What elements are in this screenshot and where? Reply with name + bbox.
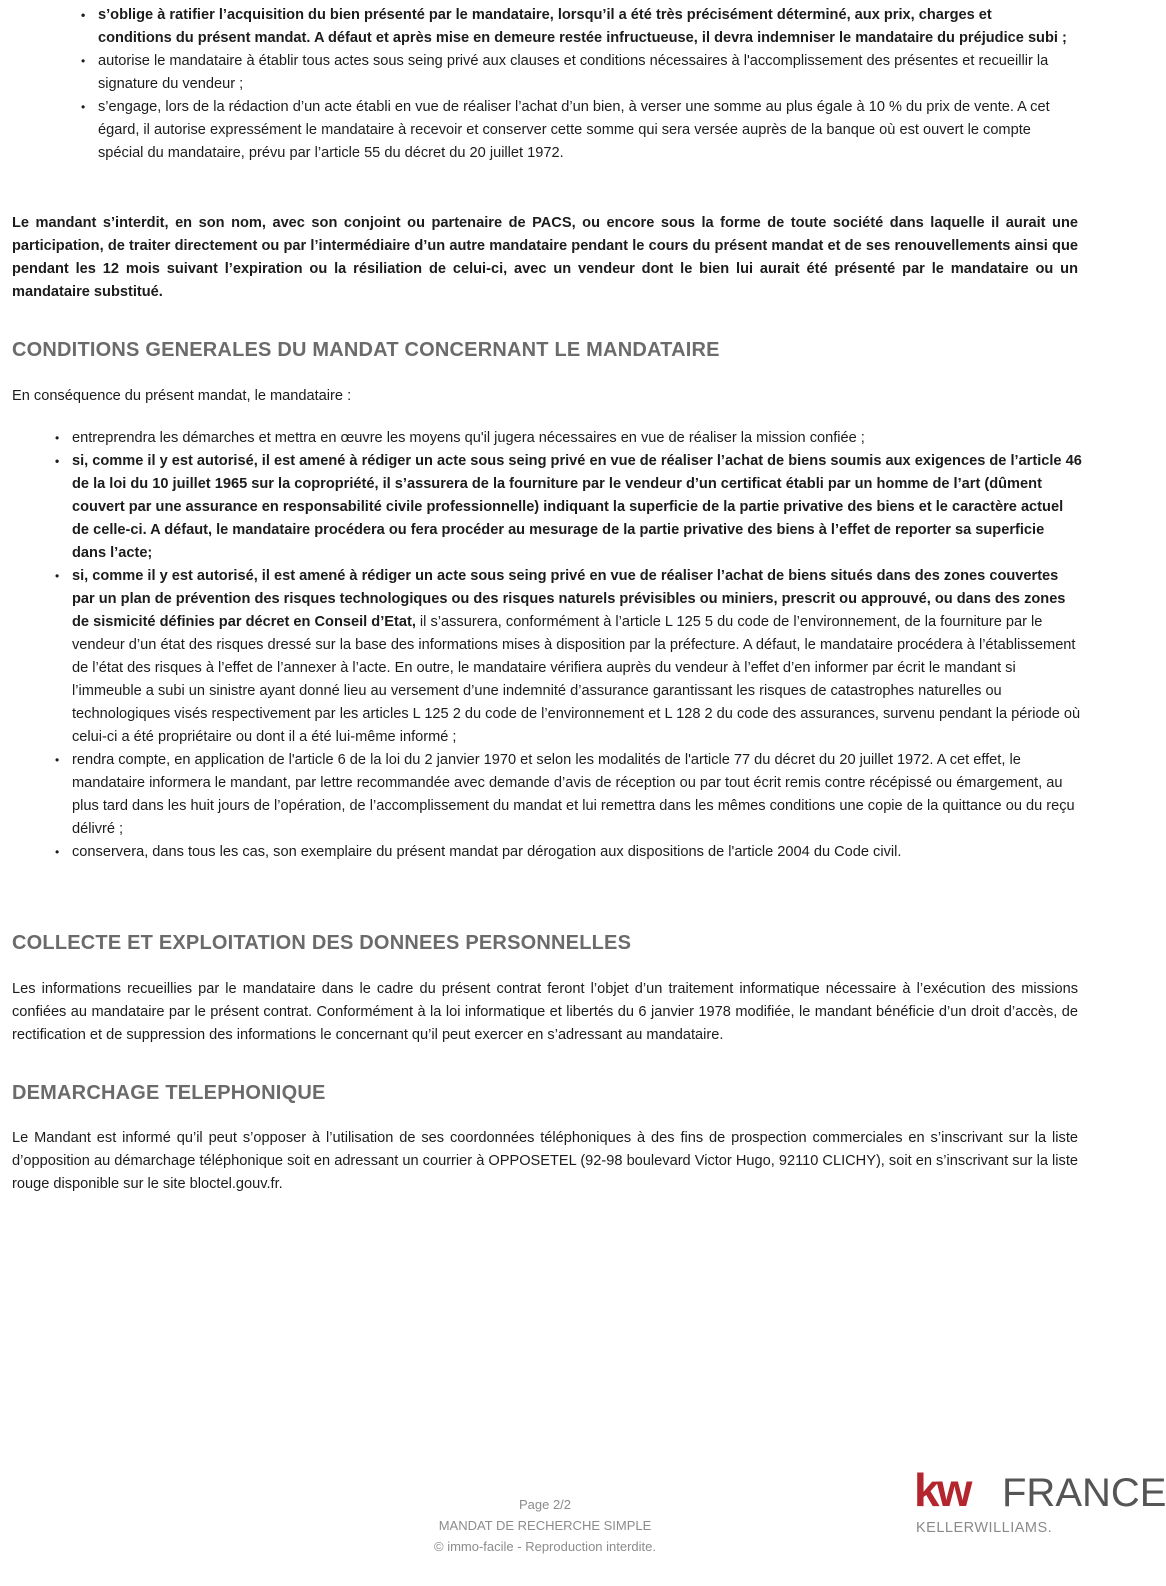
mandant-obligations-list <box>78 4 1068 165</box>
document-title: MANDAT DE RECHERCHE SIMPLE <box>438 1518 652 1533</box>
section-heading-conditions: CONDITIONS GENERALES DU MANDAT CONCERNANT LE MANDATAIRE <box>12 339 720 361</box>
list-item: • s’oblige à ratifier l’acquisition du bien présenté par le mandataire, lorsqu’il a été très précisément déterminé, aux prix, charges et conditions du présent mandat. A défaut et après mise en demeure restée infructueuse, il devra indemniser le mandataire du préjudice subi ; <box>78 4 1068 50</box>
demarchage-paragraph: Le Mandant est informé qu’il peut s’opposer à l’utilisation de ses coordonnées téléphoniques à des fins de prospection commerciales en s’inscrivant sur la liste d’opposition au démarchage téléphonique soit en adressant un courrier à OPPOSETEL (92-98 boulevard Victor Hugo, 92110 CLICHY), soit en s’inscrivant sur la liste rouge disponible sur le site bloctel.gouv.fr. <box>12 1130 1078 1192</box>
section-heading-donnees: COLLECTE ET EXPLOITATION DES DONNEES PERSONNELLES <box>12 932 632 954</box>
mandataire-obligations-list <box>52 427 1082 864</box>
logo-keller-williams: KELLERWILLIAMS. <box>916 1520 1053 1536</box>
list-item: • rendra compte, en application de l'article 6 de la loi du 2 janvier 1970 et selon les modalités de l'article 77 du décret du 20 juillet 1972. A cet effet, le mandataire informera le mandant, par lettre recommandée avec demande d’avis de réception ou par tout écrit remis contre récépissé ou émargement, au plus tard dans les huit jours de l’opération, de l’accomplissement du mandat et lui remettra dans les mêmes conditions une copie de la quittance ou du reçu délivré ; <box>52 749 1082 841</box>
list-item: • si, comme il y est autorisé, il est amené à rédiger un acte sous seing privé en vue de réaliser l’achat de biens soumis aux exigences de l’article 46 de la loi du 10 juillet 1965 sur la copropriété, il s’assurera de la fourniture par le vendeur d’un certificat établi par un homme de l’art (dûment couvert par une assurance en responsabilité civile professionnelle) indiquant la superficie de la partie privative des biens et le caractère actuel de celle-ci. A défaut, le mandataire procédera ou fera procéder au mesurage de la partie privative des biens à l’effet de reporter sa superficie dans l’acte; <box>52 450 1082 565</box>
list-item: • entreprendra les démarches et mettra en œuvre les moyens qu'il jugera nécessaires en vue de réaliser la mission confiée ; <box>52 427 1082 450</box>
interdiction-paragraph: Le mandant s’interdit, en son nom, avec son conjoint ou partenaire de PACS, ou encore sous la forme de toute société dans laquelle il aurait une participation, de traiter directement ou par l’intermédiaire d’un autre mandataire pendant le cours du présent mandat et de ses renouvellements ainsi que pendant les 12 mois suivant l’expiration ou la résiliation de celui-ci, avec un vendeur dont le bien lui aurait été présenté par le mandataire ou un mandataire substitué. <box>12 215 1078 300</box>
section-intro: En conséquence du présent mandat, le mandataire : <box>12 388 352 404</box>
kw-france-logo <box>912 1464 1166 1545</box>
list-item: • autorise le mandataire à établir tous actes sous seing privé aux clauses et conditions nécessaires à l'accomplissement des présentes et recueillir la signature du vendeur ; <box>78 50 1068 96</box>
list-item: • conservera, dans tous les cas, son exemplaire du présent mandat par dérogation aux dispositions de l'article 2004 du Code civil. <box>52 841 1082 864</box>
page-footer <box>395 1494 695 1557</box>
page-number: Page 2/2 <box>518 1497 572 1512</box>
logo-kw: kw <box>914 1464 970 1516</box>
copyright-notice: © immo-facile - Reproduction interdite. <box>434 1539 656 1554</box>
list-item: • si, comme il y est autorisé, il est amené à rédiger un acte sous seing privé en vue de réaliser l’achat de biens situés dans des zones couvertes par un plan de prévention des risques technologiques ou des risques naturels prévisibles ou miniers, prescrit ou approuvé, ou dans des zones de sismicité définies par décret en Conseil d’Etat, il s’assurera, conformément à l’article L 125 5 du code de l’environnement, de la fourniture par le vendeur d’un état des risques dressé sur la base des informations mises à disposition par la préfecture. A défaut, le mandataire procédera à l’établissement de l’état des risques à l’effet de l’annexer à l’acte. En outre, le mandataire vérifiera auprès du vendeur à l’effet d’en informer par écrit le mandant si l’immeuble a subi un sinistre ayant donné lieu au versement d’une indemnité d’assurance garantissant les risques de catastrophes naturelles ou technologiques visés respectivement par les articles L 125 2 du code de l’environnement et L 128 2 du code des assurances, survenu pendant la période où celui-ci a été propriétaire ou dont il a été lui-même informé ; <box>52 565 1082 749</box>
logo-france: FRANCE <box>1002 1471 1166 1515</box>
list-item: • s’engage, lors de la rédaction d’un acte établi en vue de réaliser l’achat d’un bien, à verser une somme au plus égale à 10 % du prix de vente. A cet égard, il autorise expressément le mandataire à recevoir et conserver cette somme qui sera versée auprès de la banque où est ouvert le compte spécial du mandataire, prévu par l’article 55 du décret du 20 juillet 1972. <box>78 96 1068 165</box>
section-heading-demarchage: DEMARCHAGE TELEPHONIQUE <box>12 1082 326 1104</box>
donnees-paragraph: Les informations recueillies par le mandataire dans le cadre du présent contrat feront l’objet d’un traitement informatique nécessaire à l’exécution des missions confiées au mandataire par le présent contrat. Conformément à la loi informatique et libertés du 6 janvier 1978 modifiée, le mandant bénéficie d’un droit d’accès, de rectification et de suppression des informations le concernant qu’il peut exercer en s’adressant au mandataire. <box>12 981 1078 1043</box>
